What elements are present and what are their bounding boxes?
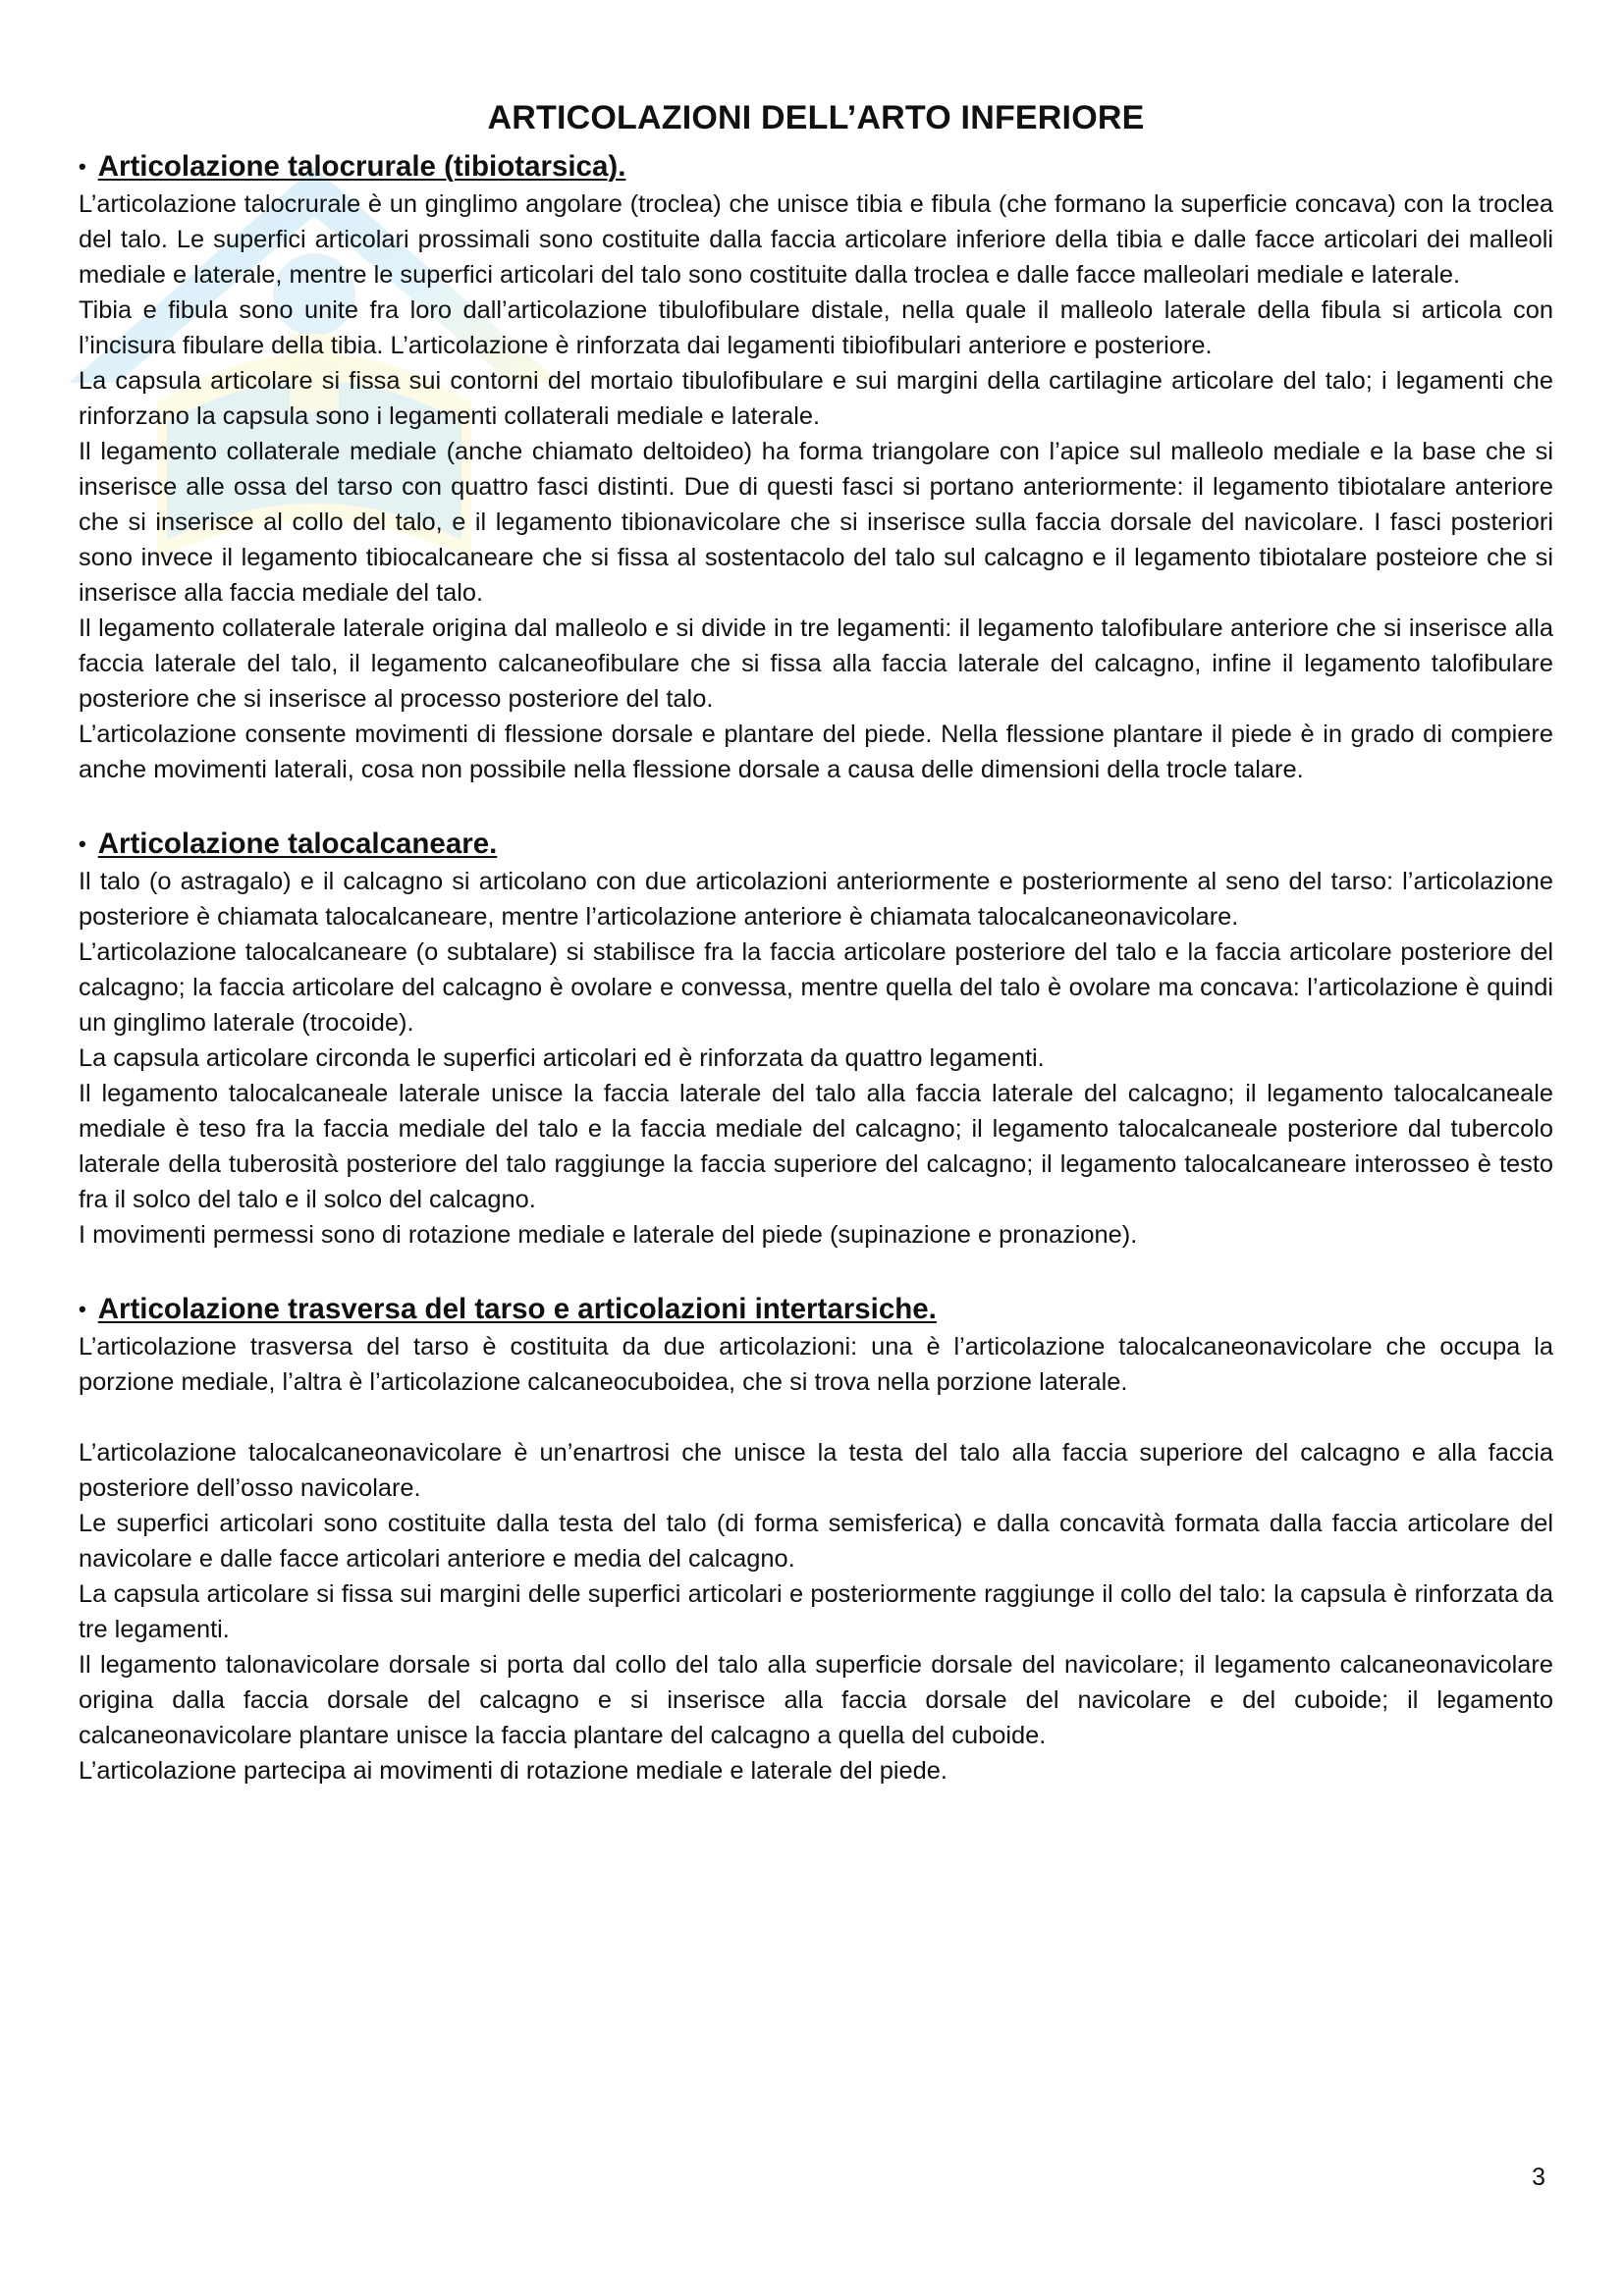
paragraph: Il legamento collaterale laterale origina dal malleolo e si divide in tre legamenti: il legamento talofibulare anteriore che si inserisce alla faccia laterale del talo, il legamento calcaneofibulare che si fissa alla faccia laterale del calcagno, infine il legamento talofibulare posteriore che si inserisce al processo posteriore del talo. xyxy=(79,614,1553,713)
section-heading-text: Articolazione trasversa del tarso e articolazioni intertarsiche. xyxy=(97,1293,937,1325)
paragraph: Il talo (o astragalo) e il calcagno si articolano con due articolazioni anteriormente e posteriormente al seno del tarso: l’articolazione posteriore è chiamata talocalcaneare, mentre l’articolazione anteriore è chiamata talocalcaneonavicolare. xyxy=(79,868,1553,931)
paragraph: I movimenti permessi sono di rotazione mediale e laterale del piede (supinazione e pronazione). xyxy=(79,1221,1138,1249)
section-heading xyxy=(79,1292,1553,1329)
paragraph: L’articolazione consente movimenti di flessione dorsale e plantare del piede. Nella flessione plantare il piede è in grado di compiere anche movimenti laterali, cosa non possibile nella flessione dorsale a causa delle dimensioni della trocle talare. xyxy=(79,721,1553,783)
bullet-icon: • xyxy=(79,1297,86,1321)
paragraph: La capsula articolare si fissa sui margini delle superfici articolari e posteriormente raggiunge il collo del talo: la capsula è rinforzata da tre legamenti. xyxy=(79,1580,1553,1643)
paragraph: L’articolazione talocalcaneare (o subtalare) si stabilisce fra la faccia articolare posteriore del talo e la faccia articolare posteriore del calcagno; la faccia articolare del calcagno è ovolare e convessa, mentre quella del talo è ovolare ma concava: l’articolazione è quindi un ginglimo laterale (trocoide). xyxy=(79,938,1553,1037)
paragraph: L’articolazione partecipa ai movimenti di rotazione mediale e laterale del piede. xyxy=(79,1757,947,1785)
section-talocrurale xyxy=(79,149,1553,787)
section-heading xyxy=(79,149,1553,187)
paragraph: La capsula articolare circonda le superfici articolari ed è rinforzata da quattro legamenti. xyxy=(79,1044,1045,1072)
section-trasversa-tarso xyxy=(79,1292,1553,1789)
paragraph: L’articolazione talocalcaneonavicolare è un’enartrosi che unisce la testa del talo alla faccia superiore del calcagno e alla faccia posteriore dell’osso navicolare. xyxy=(79,1439,1553,1502)
paragraph: L’articolazione trasversa del tarso è costituita da due articolazioni: una è l’articolazione talocalcaneonavicolare che occupa la porzione mediale, l’altra è l’articolazione calcaneocuboidea, che si trova nella porzione laterale. xyxy=(79,1333,1553,1396)
paragraph: La capsula articolare si fissa sui contorni del mortaio tibulofibulare e sui margini della cartilagine articolare del talo; i legamenti che rinforzano la capsula sono i legamenti collaterali mediale e laterale. xyxy=(79,367,1553,430)
section-talocalcaneare xyxy=(79,827,1553,1253)
paragraph: Il legamento talonavicolare dorsale si porta dal collo del talo alla superficie dorsale del navicolare; il legamento calcaneonavicolare origina dalla faccia dorsale del calcagno e si inserisce alla faccia dorsale del navicolare e del cuboide; il legamento calcaneonavicolare plantare unisce la faccia plantare del calcagno a quella del cuboide. xyxy=(79,1651,1553,1749)
paragraph: Tibia e fibula sono unite fra loro dall’articolazione tibulofibulare distale, nella quale il malleolo laterale della fibula si articola con l’incisura fibulare della tibia. L’articolazione è rinforzata dai legamenti tibiofibulari anteriore e posteriore. xyxy=(79,296,1553,359)
section-heading-text: Articolazione talocalcaneare. xyxy=(97,828,498,860)
paragraph: L’articolazione talocrurale è un ginglimo angolare (troclea) che unisce tibia e fibula (che formano la superficie concava) con la troclea del talo. Le superfici articolari prossimali sono costituite dalla faccia articolare inferiore della tibia e dalle facce articolari dei malleoli mediale e laterale, mentre le superfici articolari del talo sono costituite dalla troclea e dalle facce malleolari mediale e laterale. xyxy=(79,190,1553,289)
paragraph: Il legamento talocalcaneale laterale unisce la faccia laterale del talo alla faccia laterale del calcagno; il legamento talocalcaneale mediale è teso fra la faccia mediale del talo e la faccia mediale del calcagno; il legamento talocalcaneale posteriore dal tubercolo laterale della tuberosità posteriore del talo raggiunge la faccia superiore del calcagno; il legamento talocalcaneare interosseo è testo fra il solco del talo e il solco del calcagno. xyxy=(79,1080,1553,1213)
document-content xyxy=(79,98,1553,1789)
bullet-icon: • xyxy=(79,831,86,856)
bullet-icon: • xyxy=(79,154,86,179)
section-heading-text: Articolazione talocrurale (tibiotarsica). xyxy=(97,150,626,183)
paragraph: Il legamento collaterale mediale (anche chiamato deltoideo) ha forma triangolare con l’apice sul malleolo mediale e la base che si inserisce alle ossa del tarso con quattro fasci distinti. Due di questi fasci si portano anteriormente: il legamento tibiotalare anteriore che si inserisce al collo del talo, e il legamento tibionavicolare che si inserisce sulla faccia dorsale del navicolare. I fasci posteriori sono invece il legamento tibiocalcaneare che si fissa al sostentacolo del talo sul calcagno e il legamento tibiotalare posteiore che si inserisce alla faccia mediale del talo. xyxy=(79,438,1553,607)
paragraph: Le superfici articolari sono costituite dalla testa del talo (di forma semisferica) e dalla concavità formata dalla faccia articolare del navicolare e dalle facce articolari anteriore e media del calcagno. xyxy=(79,1510,1553,1573)
page-number: 3 xyxy=(1532,2163,1545,2191)
page-title: ARTICOLAZIONI DELL’ARTO INFERIORE xyxy=(487,99,1145,136)
section-heading xyxy=(79,827,1553,864)
